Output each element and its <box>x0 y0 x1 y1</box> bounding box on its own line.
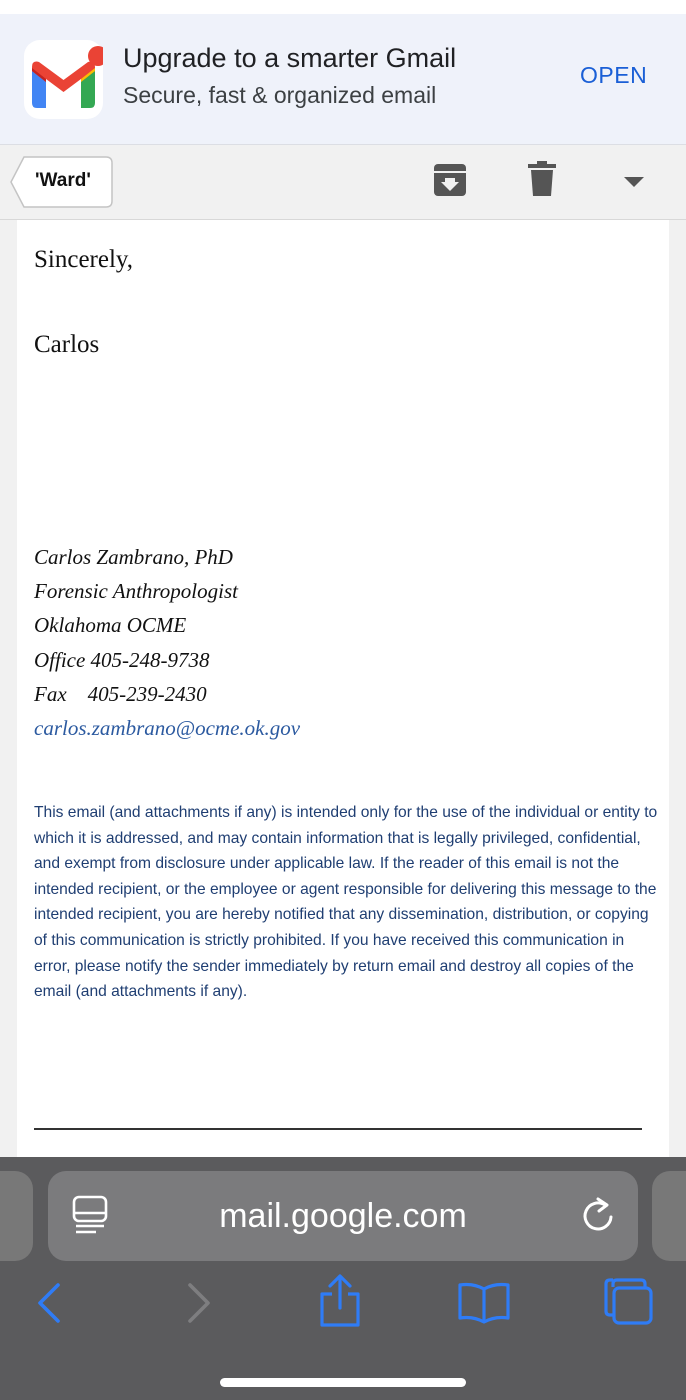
tabs-icon[interactable] <box>603 1277 655 1327</box>
address-bar[interactable] <box>48 1171 638 1261</box>
next-tab-peek[interactable] <box>652 1171 686 1261</box>
back-button-label: 'Ward' <box>35 170 91 191</box>
url-text: mail.google.com <box>219 1197 467 1235</box>
signature-fax: Fax 405-239-2430 <box>34 681 207 706</box>
divider-line <box>34 1128 642 1130</box>
dropdown-caret-icon[interactable] <box>624 176 644 188</box>
email-signer: Carlos <box>34 331 100 358</box>
back-arrow-icon[interactable] <box>36 1282 62 1324</box>
home-indicator[interactable] <box>220 1378 466 1387</box>
signature-name: Carlos Zambrano, PhD <box>34 545 233 569</box>
open-app-button[interactable]: OPEN <box>580 62 648 88</box>
browser-toolbar <box>0 1262 686 1400</box>
message-toolbar <box>0 145 686 220</box>
signature-email-link[interactable]: carlos.zambrano@ocme.ok.gov <box>34 715 301 740</box>
upgrade-banner <box>0 14 686 145</box>
share-icon[interactable] <box>317 1274 363 1328</box>
status-bar-area <box>0 0 686 14</box>
gmail-logo-icon[interactable] <box>24 40 103 119</box>
email-closing: Sincerely, <box>34 246 134 273</box>
banner-title: Upgrade to a smarter Gmail <box>123 43 457 73</box>
reload-icon[interactable] <box>578 1193 618 1237</box>
forward-arrow-icon[interactable] <box>186 1282 212 1324</box>
banner-subtitle: Secure, fast & organized email <box>123 82 437 108</box>
signature-organization: Oklahoma OCME <box>34 613 187 638</box>
previous-tab-peek[interactable] <box>0 1171 33 1261</box>
browser-address-area <box>0 1157 686 1262</box>
trash-icon[interactable] <box>528 161 556 197</box>
email-signature <box>34 540 300 745</box>
email-body <box>17 220 669 1158</box>
bookmarks-icon[interactable] <box>457 1282 511 1324</box>
signature-title: Forensic Anthropologist <box>34 579 238 604</box>
confidentiality-disclaimer: This email (and attachments if any) is intended only for the use of the individual or entity to which it is addressed, and may contain information that is legally privileged, confidential, and exempt from disclosure under applicable law. If the reader of this email is not the intended recipient, or the employee or agent responsible for delivering this message to the intended recipient, you are hereby notified that any dissemination, distribution, or copying of this communication is strictly prohibited. If you have received this communication in error, please notify the sender immediately by return email and destroy all copies of the email (and attachments if any). <box>34 804 658 1001</box>
signature-office-phone: Office 405-248-9738 <box>34 647 210 672</box>
back-to-label-button[interactable] <box>10 156 114 208</box>
archive-icon[interactable] <box>433 162 467 198</box>
